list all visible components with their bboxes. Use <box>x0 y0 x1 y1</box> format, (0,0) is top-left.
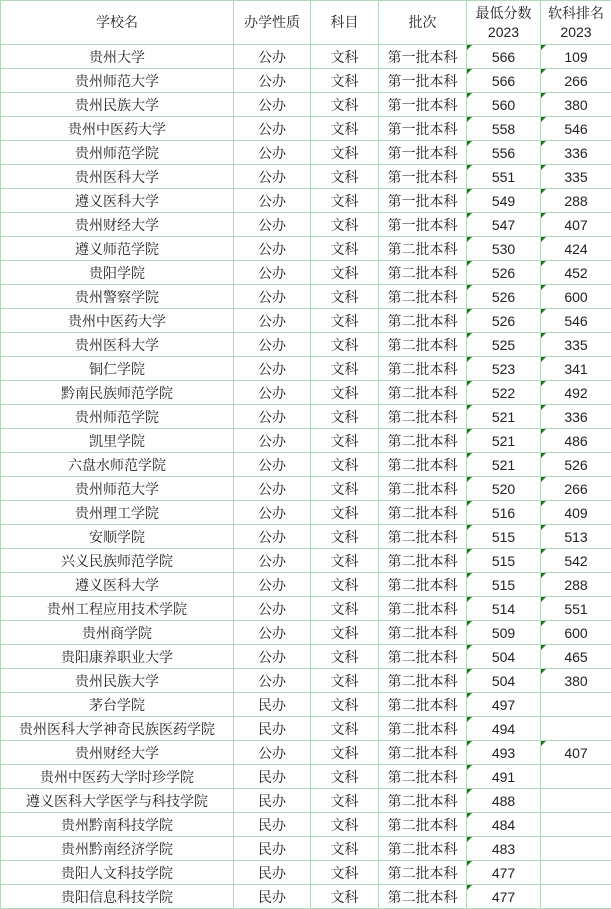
cell-ranking[interactable]: 288 <box>541 573 611 597</box>
cell-subject[interactable]: 文科 <box>311 573 379 597</box>
cell-school-name[interactable]: 贵州医科大学 <box>1 165 234 189</box>
cell-school-name[interactable]: 黔南民族师范学院 <box>1 381 234 405</box>
cell-school-name[interactable]: 六盘水师范学院 <box>1 453 234 477</box>
cell-school-name[interactable]: 贵州警察学院 <box>1 285 234 309</box>
cell-ranking[interactable]: 407 <box>541 741 611 765</box>
cell-school-name[interactable]: 贵阳康养职业大学 <box>1 645 234 669</box>
cell-school-name[interactable]: 贵州工程应用技术学院 <box>1 597 234 621</box>
cell-subject[interactable]: 文科 <box>311 813 379 837</box>
cell-ranking[interactable]: 335 <box>541 333 611 357</box>
header-school-name[interactable]: 学校名 <box>1 1 234 45</box>
cell-min-score[interactable]: 521 <box>467 405 541 429</box>
cell-min-score[interactable]: 547 <box>467 213 541 237</box>
header-min-score[interactable]: 最低分数 2023 <box>467 1 541 45</box>
cell-subject[interactable]: 文科 <box>311 597 379 621</box>
cell-subject[interactable]: 文科 <box>311 261 379 285</box>
cell-school-name[interactable]: 贵州师范学院 <box>1 405 234 429</box>
cell-subject[interactable]: 文科 <box>311 741 379 765</box>
cell-ranking[interactable]: 409 <box>541 501 611 525</box>
cell-subject[interactable]: 文科 <box>311 453 379 477</box>
table-row <box>1 429 611 453</box>
cell-batch[interactable]: 第一批本科 <box>379 117 467 141</box>
cell-batch[interactable]: 第一批本科 <box>379 213 467 237</box>
cell-batch[interactable]: 第一批本科 <box>379 189 467 213</box>
cell-subject[interactable]: 文科 <box>311 693 379 717</box>
cell-subject[interactable]: 文科 <box>311 309 379 333</box>
cell-min-score[interactable]: 556 <box>467 141 541 165</box>
cell-ownership[interactable]: 公办 <box>234 285 311 309</box>
table-row <box>1 69 611 93</box>
cell-school-name[interactable]: 铜仁学院 <box>1 357 234 381</box>
cell-ranking[interactable] <box>541 693 611 717</box>
cell-batch[interactable]: 第二批本科 <box>379 357 467 381</box>
cell-school-name[interactable]: 贵州大学 <box>1 45 234 69</box>
cell-min-score[interactable]: 516 <box>467 501 541 525</box>
cell-ranking[interactable]: 288 <box>541 189 611 213</box>
cell-subject[interactable]: 文科 <box>311 381 379 405</box>
cell-subject[interactable]: 文科 <box>311 237 379 261</box>
cell-school-name[interactable]: 兴义民族师范学院 <box>1 549 234 573</box>
cell-ranking[interactable]: 407 <box>541 213 611 237</box>
cell-ranking[interactable]: 266 <box>541 477 611 501</box>
cell-ranking[interactable]: 546 <box>541 117 611 141</box>
table-row <box>1 309 611 333</box>
cell-school-name[interactable]: 安顺学院 <box>1 525 234 549</box>
header-ownership[interactable]: 办学性质 <box>234 1 311 45</box>
cell-ranking[interactable]: 380 <box>541 93 611 117</box>
table-row <box>1 213 611 237</box>
cell-subject[interactable]: 文科 <box>311 717 379 741</box>
cell-school-name[interactable]: 贵州财经大学 <box>1 213 234 237</box>
cell-subject[interactable]: 文科 <box>311 621 379 645</box>
cell-ownership[interactable]: 公办 <box>234 357 311 381</box>
table-row <box>1 189 611 213</box>
cell-min-score[interactable]: 521 <box>467 453 541 477</box>
header-batch[interactable]: 批次 <box>379 1 467 45</box>
cell-ownership[interactable]: 民办 <box>234 837 311 861</box>
cell-subject[interactable]: 文科 <box>311 357 379 381</box>
cell-subject[interactable]: 文科 <box>311 837 379 861</box>
cell-ownership[interactable]: 公办 <box>234 405 311 429</box>
cell-school-name[interactable]: 凯里学院 <box>1 429 234 453</box>
cell-ownership[interactable]: 民办 <box>234 885 311 909</box>
cell-ranking[interactable]: 465 <box>541 645 611 669</box>
cell-batch[interactable]: 第二批本科 <box>379 477 467 501</box>
cell-batch[interactable]: 第二批本科 <box>379 573 467 597</box>
table-row <box>1 669 611 693</box>
cell-school-name[interactable]: 贵州师范大学 <box>1 477 234 501</box>
cell-batch[interactable]: 第一批本科 <box>379 141 467 165</box>
cell-ranking[interactable]: 542 <box>541 549 611 573</box>
cell-min-score[interactable]: 551 <box>467 165 541 189</box>
cell-ownership[interactable]: 公办 <box>234 165 311 189</box>
cell-batch[interactable]: 第二批本科 <box>379 309 467 333</box>
cell-ownership[interactable]: 民办 <box>234 813 311 837</box>
cell-school-name[interactable]: 贵州黔南经济学院 <box>1 837 234 861</box>
cell-subject[interactable]: 文科 <box>311 765 379 789</box>
cell-min-score[interactable]: 526 <box>467 261 541 285</box>
cell-subject[interactable]: 文科 <box>311 789 379 813</box>
cell-min-score[interactable]: 484 <box>467 813 541 837</box>
cell-ownership[interactable]: 公办 <box>234 525 311 549</box>
cell-ownership[interactable]: 公办 <box>234 309 311 333</box>
cell-ownership[interactable]: 公办 <box>234 501 311 525</box>
cell-school-name[interactable]: 贵州民族大学 <box>1 93 234 117</box>
cell-batch[interactable]: 第一批本科 <box>379 93 467 117</box>
cell-ownership[interactable]: 公办 <box>234 597 311 621</box>
table-row <box>1 813 611 837</box>
cell-subject[interactable]: 文科 <box>311 45 379 69</box>
cell-ranking[interactable]: 526 <box>541 453 611 477</box>
cell-batch[interactable]: 第二批本科 <box>379 549 467 573</box>
cell-ranking[interactable] <box>541 837 611 861</box>
cell-batch[interactable]: 第二批本科 <box>379 597 467 621</box>
cell-school-name[interactable]: 贵阳信息科技学院 <box>1 885 234 909</box>
cell-school-name[interactable]: 贵州民族大学 <box>1 669 234 693</box>
cell-ranking[interactable]: 336 <box>541 405 611 429</box>
cell-batch[interactable]: 第二批本科 <box>379 525 467 549</box>
cell-school-name[interactable]: 遵义医科大学 <box>1 189 234 213</box>
cell-min-score[interactable]: 488 <box>467 789 541 813</box>
cell-batch[interactable]: 第二批本科 <box>379 501 467 525</box>
cell-school-name[interactable]: 贵州财经大学 <box>1 741 234 765</box>
cell-subject[interactable]: 文科 <box>311 861 379 885</box>
cell-batch[interactable]: 第一批本科 <box>379 69 467 93</box>
cell-ranking[interactable]: 341 <box>541 357 611 381</box>
cell-min-score[interactable]: 514 <box>467 597 541 621</box>
cell-ranking[interactable]: 551 <box>541 597 611 621</box>
cell-ownership[interactable]: 公办 <box>234 141 311 165</box>
cell-ownership[interactable]: 公办 <box>234 45 311 69</box>
cell-ownership[interactable]: 民办 <box>234 789 311 813</box>
cell-school-name[interactable]: 贵州商学院 <box>1 621 234 645</box>
cell-batch[interactable]: 第二批本科 <box>379 333 467 357</box>
cell-batch[interactable]: 第二批本科 <box>379 669 467 693</box>
cell-ranking[interactable]: 546 <box>541 309 611 333</box>
cell-min-score[interactable]: 522 <box>467 381 541 405</box>
table-row <box>1 861 611 885</box>
cell-min-score[interactable]: 493 <box>467 741 541 765</box>
cell-school-name[interactable]: 贵州中医药大学 <box>1 117 234 141</box>
cell-batch[interactable]: 第二批本科 <box>379 645 467 669</box>
table-row <box>1 885 611 909</box>
cell-min-score[interactable]: 515 <box>467 525 541 549</box>
cell-batch[interactable]: 第二批本科 <box>379 405 467 429</box>
table-row <box>1 453 611 477</box>
cell-min-score[interactable]: 497 <box>467 693 541 717</box>
cell-subject[interactable]: 文科 <box>311 477 379 501</box>
cell-ownership[interactable]: 公办 <box>234 93 311 117</box>
table-row <box>1 741 611 765</box>
cell-min-score[interactable]: 566 <box>467 45 541 69</box>
cell-school-name[interactable]: 贵州师范大学 <box>1 69 234 93</box>
cell-batch[interactable]: 第一批本科 <box>379 45 467 69</box>
table-row <box>1 141 611 165</box>
cell-min-score[interactable]: 560 <box>467 93 541 117</box>
cell-ownership[interactable]: 公办 <box>234 621 311 645</box>
table-row <box>1 45 611 69</box>
cell-subject[interactable]: 文科 <box>311 165 379 189</box>
cell-min-score[interactable]: 525 <box>467 333 541 357</box>
cell-school-name[interactable]: 贵州中医药大学时珍学院 <box>1 765 234 789</box>
table-row <box>1 573 611 597</box>
cell-batch[interactable]: 第二批本科 <box>379 885 467 909</box>
header-subject[interactable]: 科目 <box>311 1 379 45</box>
cell-subject[interactable]: 文科 <box>311 885 379 909</box>
cell-min-score[interactable]: 504 <box>467 669 541 693</box>
cell-batch[interactable]: 第二批本科 <box>379 813 467 837</box>
cell-subject[interactable]: 文科 <box>311 669 379 693</box>
cell-ranking[interactable]: 109 <box>541 45 611 69</box>
table-row <box>1 549 611 573</box>
cell-ranking[interactable] <box>541 885 611 909</box>
cell-batch[interactable]: 第二批本科 <box>379 693 467 717</box>
cell-school-name[interactable]: 遵义医科大学医学与科技学院 <box>1 789 234 813</box>
cell-min-score[interactable]: 477 <box>467 885 541 909</box>
cell-subject[interactable]: 文科 <box>311 117 379 141</box>
cell-subject[interactable]: 文科 <box>311 405 379 429</box>
cell-min-score[interactable]: 566 <box>467 69 541 93</box>
cell-batch[interactable]: 第二批本科 <box>379 261 467 285</box>
table-row <box>1 261 611 285</box>
table-row <box>1 621 611 645</box>
cell-batch[interactable]: 第一批本科 <box>379 165 467 189</box>
cell-ownership[interactable]: 公办 <box>234 213 311 237</box>
cell-ownership[interactable]: 公办 <box>234 669 311 693</box>
table-row <box>1 333 611 357</box>
cell-ranking[interactable]: 486 <box>541 429 611 453</box>
cell-ranking[interactable]: 600 <box>541 621 611 645</box>
cell-ranking[interactable]: 424 <box>541 237 611 261</box>
cell-school-name[interactable]: 贵州医科大学神奇民族医药学院 <box>1 717 234 741</box>
cell-ownership[interactable]: 公办 <box>234 237 311 261</box>
cell-ownership[interactable]: 公办 <box>234 333 311 357</box>
cell-min-score[interactable]: 526 <box>467 285 541 309</box>
cell-ownership[interactable]: 民办 <box>234 765 311 789</box>
table-row <box>1 381 611 405</box>
table-row <box>1 165 611 189</box>
cell-ownership[interactable]: 公办 <box>234 69 311 93</box>
cell-ranking[interactable]: 380 <box>541 669 611 693</box>
table-row <box>1 237 611 261</box>
cell-min-score[interactable]: 521 <box>467 429 541 453</box>
cell-school-name[interactable]: 贵州黔南科技学院 <box>1 813 234 837</box>
table-row <box>1 285 611 309</box>
cell-subject[interactable]: 文科 <box>311 501 379 525</box>
cell-ownership[interactable]: 公办 <box>234 573 311 597</box>
cell-ranking[interactable] <box>541 789 611 813</box>
cell-batch[interactable]: 第二批本科 <box>379 717 467 741</box>
cell-school-name[interactable]: 茅台学院 <box>1 693 234 717</box>
cell-ownership[interactable]: 公办 <box>234 453 311 477</box>
cell-min-score[interactable]: 530 <box>467 237 541 261</box>
cell-batch[interactable]: 第二批本科 <box>379 837 467 861</box>
cell-ranking[interactable]: 513 <box>541 525 611 549</box>
cell-subject[interactable]: 文科 <box>311 69 379 93</box>
cell-ownership[interactable]: 民办 <box>234 717 311 741</box>
cell-ownership[interactable]: 公办 <box>234 381 311 405</box>
cell-batch[interactable]: 第二批本科 <box>379 741 467 765</box>
table-row <box>1 693 611 717</box>
cell-min-score[interactable]: 494 <box>467 717 541 741</box>
cell-min-score[interactable]: 477 <box>467 861 541 885</box>
cell-subject[interactable]: 文科 <box>311 141 379 165</box>
cell-subject[interactable]: 文科 <box>311 525 379 549</box>
cell-batch[interactable]: 第二批本科 <box>379 237 467 261</box>
cell-min-score[interactable]: 491 <box>467 765 541 789</box>
cell-ranking[interactable]: 600 <box>541 285 611 309</box>
cell-batch[interactable]: 第二批本科 <box>379 381 467 405</box>
cell-subject[interactable]: 文科 <box>311 333 379 357</box>
cell-school-name[interactable]: 贵州理工学院 <box>1 501 234 525</box>
cell-ownership[interactable]: 公办 <box>234 117 311 141</box>
cell-subject[interactable]: 文科 <box>311 429 379 453</box>
cell-ranking[interactable]: 335 <box>541 165 611 189</box>
cell-school-name[interactable]: 贵州中医药大学 <box>1 309 234 333</box>
cell-ranking[interactable]: 492 <box>541 381 611 405</box>
table-row <box>1 765 611 789</box>
cell-school-name[interactable]: 贵州师范学院 <box>1 141 234 165</box>
table-row <box>1 645 611 669</box>
cell-ownership[interactable]: 公办 <box>234 429 311 453</box>
cell-ranking[interactable]: 452 <box>541 261 611 285</box>
header-ranking[interactable]: 软科排名 2023 <box>541 1 611 45</box>
cell-ranking[interactable]: 336 <box>541 141 611 165</box>
cell-school-name[interactable]: 遵义师范学院 <box>1 237 234 261</box>
cell-ownership[interactable]: 公办 <box>234 741 311 765</box>
cell-ranking[interactable] <box>541 861 611 885</box>
cell-min-score[interactable]: 520 <box>467 477 541 501</box>
cell-subject[interactable]: 文科 <box>311 93 379 117</box>
cell-min-score[interactable]: 558 <box>467 117 541 141</box>
table-row <box>1 117 611 141</box>
cell-ranking[interactable] <box>541 765 611 789</box>
cell-ranking[interactable] <box>541 717 611 741</box>
cell-ownership[interactable]: 民办 <box>234 861 311 885</box>
cell-school-name[interactable]: 贵阳人文科技学院 <box>1 861 234 885</box>
table-row <box>1 501 611 525</box>
table-row <box>1 789 611 813</box>
table-row <box>1 357 611 381</box>
cell-subject[interactable]: 文科 <box>311 213 379 237</box>
cell-ownership[interactable]: 民办 <box>234 693 311 717</box>
cell-min-score[interactable]: 526 <box>467 309 541 333</box>
cell-batch[interactable]: 第二批本科 <box>379 453 467 477</box>
cell-batch[interactable]: 第二批本科 <box>379 861 467 885</box>
cell-ownership[interactable]: 公办 <box>234 549 311 573</box>
cell-min-score[interactable]: 483 <box>467 837 541 861</box>
cell-min-score[interactable]: 549 <box>467 189 541 213</box>
cell-min-score[interactable]: 509 <box>467 621 541 645</box>
table-row <box>1 93 611 117</box>
table-row <box>1 837 611 861</box>
cell-school-name[interactable]: 贵州医科大学 <box>1 333 234 357</box>
cell-subject[interactable]: 文科 <box>311 285 379 309</box>
cell-subject[interactable]: 文科 <box>311 645 379 669</box>
cell-school-name[interactable]: 贵阳学院 <box>1 261 234 285</box>
cell-min-score[interactable]: 504 <box>467 645 541 669</box>
table-row <box>1 525 611 549</box>
cell-ranking[interactable] <box>541 813 611 837</box>
cell-batch[interactable]: 第二批本科 <box>379 429 467 453</box>
cell-ownership[interactable]: 公办 <box>234 261 311 285</box>
cell-ranking[interactable]: 266 <box>541 69 611 93</box>
cell-batch[interactable]: 第二批本科 <box>379 789 467 813</box>
cell-min-score[interactable]: 515 <box>467 549 541 573</box>
table-row <box>1 405 611 429</box>
table-row <box>1 717 611 741</box>
cell-subject[interactable]: 文科 <box>311 549 379 573</box>
cell-ownership[interactable]: 公办 <box>234 189 311 213</box>
cell-batch[interactable]: 第二批本科 <box>379 621 467 645</box>
header-row <box>1 1 611 45</box>
table-row <box>1 477 611 501</box>
cell-ownership[interactable]: 公办 <box>234 477 311 501</box>
cell-min-score[interactable]: 515 <box>467 573 541 597</box>
cell-ownership[interactable]: 公办 <box>234 645 311 669</box>
table-row <box>1 597 611 621</box>
cell-subject[interactable]: 文科 <box>311 189 379 213</box>
cell-school-name[interactable]: 遵义医科大学 <box>1 573 234 597</box>
cell-batch[interactable]: 第二批本科 <box>379 285 467 309</box>
cell-min-score[interactable]: 523 <box>467 357 541 381</box>
cell-batch[interactable]: 第二批本科 <box>379 765 467 789</box>
